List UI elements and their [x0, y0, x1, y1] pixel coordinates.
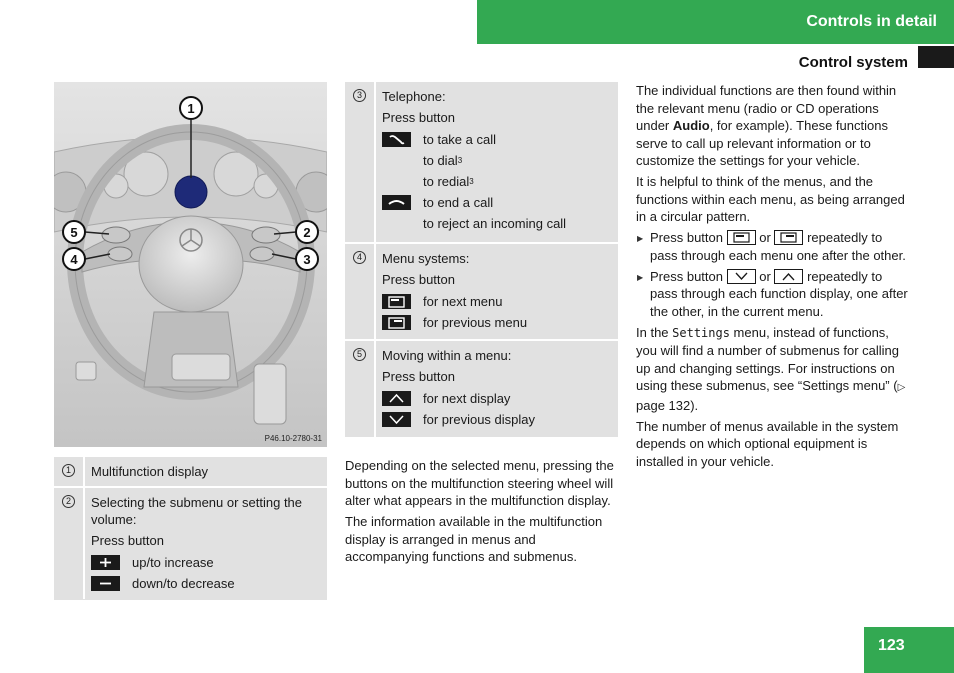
bullet-item: ▶ Press button or repeatedly to pass through each menu one after the other.	[636, 229, 912, 264]
row-number: 5	[353, 348, 366, 361]
plus-button-icon	[91, 555, 120, 570]
table-row	[345, 244, 618, 341]
minus-button-icon	[91, 576, 120, 591]
paragraph: In the Settings menu, instead of functions, you will find a number of submenus for calling up and changing settings. For instructions on using these submenus, see “Settings menu” (▷ page 132).	[636, 324, 906, 413]
down-arrow-icon	[382, 412, 411, 427]
paragraph: The information available in the multifunction display is arranged in menus and accompanying functions and submenus.	[345, 514, 603, 564]
table-row	[345, 341, 618, 437]
row-title: Moving within a menu:	[382, 348, 512, 363]
svg-text:4: 4	[70, 252, 78, 267]
callout-2	[296, 221, 318, 243]
button-line: up/to increase	[91, 552, 321, 573]
table-row	[54, 488, 327, 600]
steering-wheel-illustration	[54, 82, 327, 447]
next-menu-icon	[727, 230, 756, 245]
row-number: 4	[353, 251, 366, 264]
middle-legend-table	[345, 82, 618, 437]
callout-5	[63, 221, 85, 243]
button-line: to take a call	[382, 129, 612, 150]
svg-text:1: 1	[187, 101, 195, 116]
illustration-code: P46.10-2780-31	[264, 434, 322, 443]
button-line: for next menu	[382, 291, 612, 312]
phone-pickup-icon	[382, 132, 411, 147]
button-line: for previous menu	[382, 312, 612, 333]
table-row: 3 Telephone: Press button to take a call to dial 3 to redial 3 to end a call to reject an incoming call	[345, 82, 618, 244]
left-legend-table	[54, 457, 327, 600]
phone-hangup-icon	[382, 195, 411, 210]
next-menu-icon	[382, 294, 411, 309]
button-line: down/to decrease	[91, 573, 321, 594]
row-title: Menu systems:	[382, 251, 470, 266]
middle-column-text	[345, 457, 621, 569]
paragraph: The number of menus available in the system depends on which optional equipment is installed in your vehicle.	[636, 418, 899, 469]
chapter-title: Controls in detail	[806, 13, 937, 30]
row-number: 3	[353, 89, 366, 102]
press-label: Press button	[382, 368, 455, 384]
callout-3	[296, 248, 318, 270]
button-line: for previous display	[382, 409, 612, 430]
row-number: 1	[62, 464, 75, 477]
right-column-text	[636, 82, 912, 474]
paragraph: It is helpful to think of the menus, and the functions within each menu, as being arranged in a circular pattern.	[636, 174, 905, 224]
svg-text:3: 3	[303, 252, 311, 267]
paragraph: The individual functions are then found within the relevant menu (radio or CD operations under Audio, for example). These functions serve to call up relevant information or to customize the settings for your vehicle.	[636, 83, 897, 168]
svg-text:5: 5	[70, 225, 78, 240]
up-arrow-icon	[382, 391, 411, 406]
svg-text:2: 2	[303, 225, 311, 240]
section-title: Control system	[798, 54, 908, 71]
down-arrow-icon	[727, 269, 756, 284]
page-ref-arrow-icon: ▷	[897, 382, 906, 393]
press-label: Press button	[382, 109, 455, 125]
button-line: to end a call	[382, 192, 612, 213]
row-text: Selecting the submenu or setting the volume:	[91, 494, 303, 527]
row-text: Multifunction display	[91, 464, 209, 479]
table-row	[54, 457, 327, 488]
button-line: for next display	[382, 388, 612, 409]
page-number-box	[864, 627, 954, 673]
press-label: Press button	[382, 271, 455, 287]
press-label: Press button	[91, 532, 164, 548]
settings-menu-name: Settings	[672, 325, 730, 340]
section-marker	[918, 46, 954, 68]
callout-1	[180, 97, 202, 119]
row-number: 2	[62, 495, 75, 508]
paragraph: Depending on the selected menu, pressing the buttons on the multifunction steering wheel will alter what appears in the multifunction display.	[345, 458, 614, 508]
previous-menu-icon	[382, 315, 411, 330]
header-bar	[477, 0, 954, 44]
row-title: Telephone:	[382, 89, 446, 104]
up-arrow-icon	[774, 269, 803, 284]
bullet-item: ▶ Press button or repeatedly to pass through each function display, one after the other, in the current menu.	[636, 268, 912, 321]
callout-4	[63, 248, 85, 270]
previous-menu-icon	[774, 230, 803, 245]
page-number: 123	[878, 637, 905, 654]
